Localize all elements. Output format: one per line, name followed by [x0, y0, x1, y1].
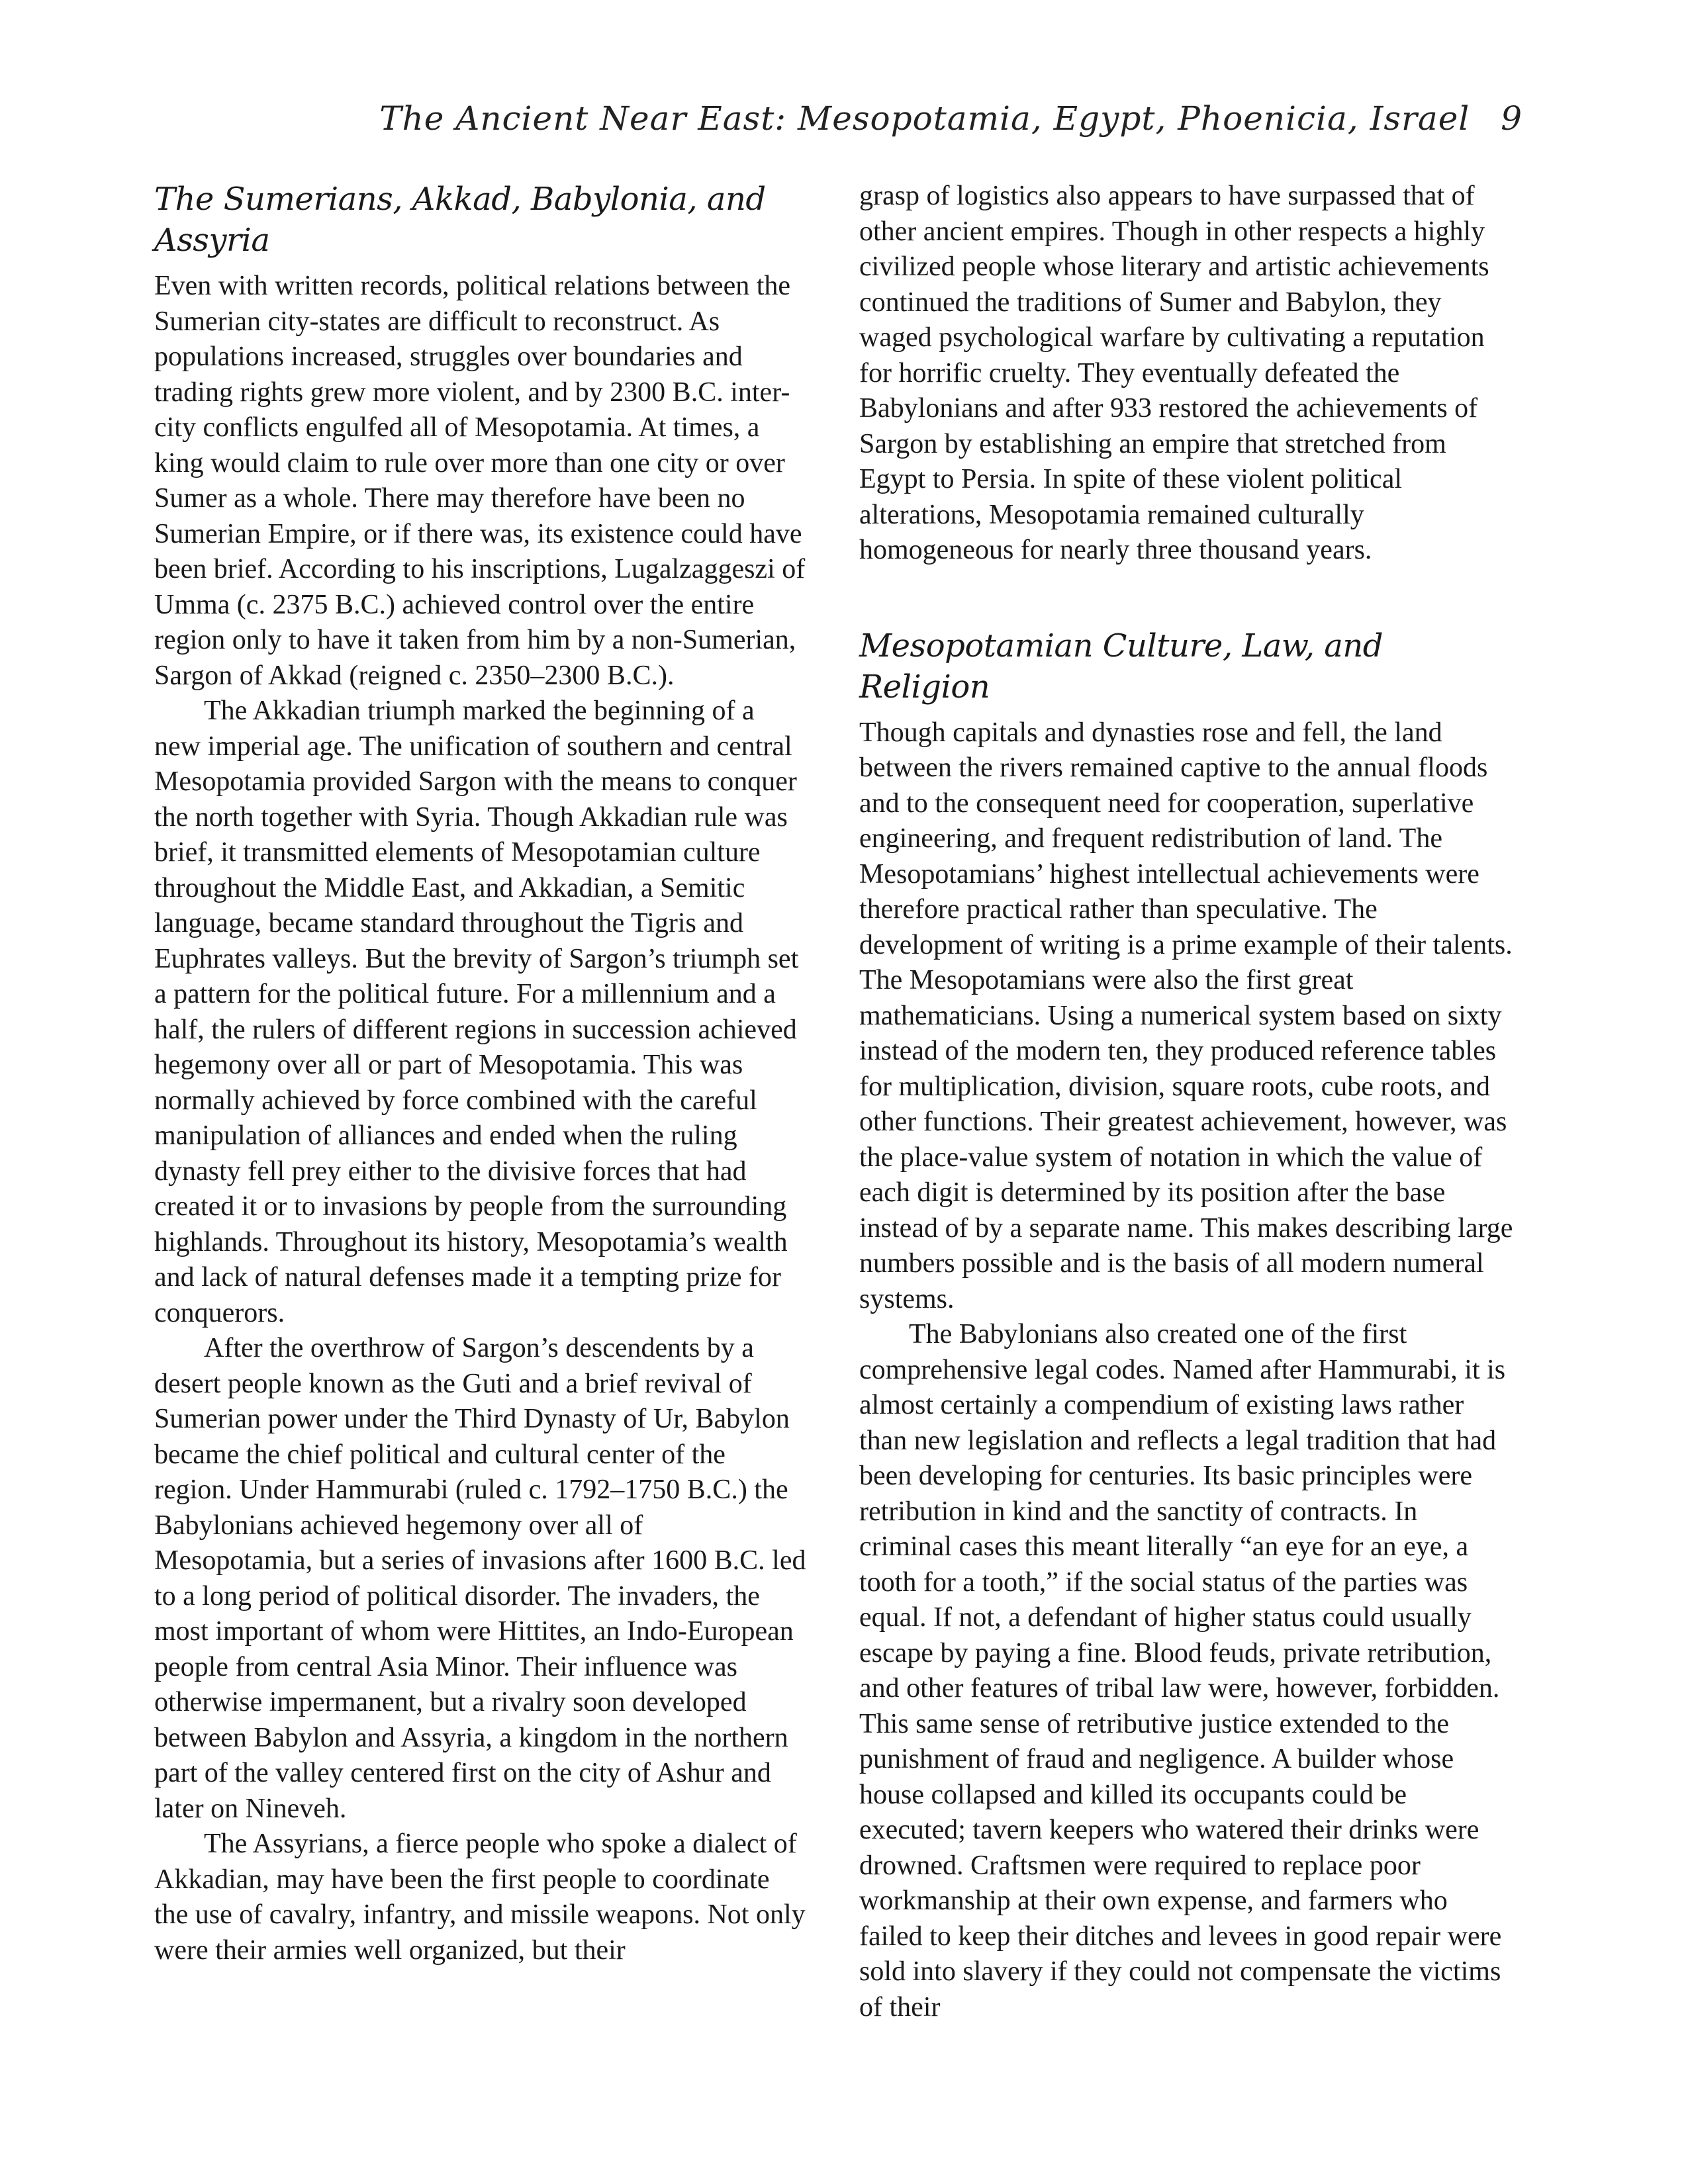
- page-number: 9: [1501, 99, 1523, 138]
- right-column: [859, 179, 1515, 2025]
- paragraph: After the overthrow of Sargon’s descendents by a desert people known as the Guti and a brief revival of Sumerian power under the Third Dynasty of Ur, Babylon became the chief political and cultural center of the region. Under Hammurabi (ruled c. 1792–1750 B.C.) the Babylonians achieved hegemony over all of Mesopotamia, but a series of invasions after 1600 B.C. led to a long period of political disorder. The invaders, the most important of whom were Hittites, an Indo-European people from central Asia Minor. Their influence was otherwise impermanent, but a rivalry soon developed between Babylon and Assyria, a kingdom in the northern part of the valley centered first on the city of Ashur and later on Nineveh.: [154, 1333, 806, 1824]
- section-heading-culture-law-religion: Mesopotamian Culture, Law, and Religion: [859, 627, 1383, 705]
- running-head-title: The Ancient Near East: Mesopotamia, Egypt, Phoenicia, Israel: [379, 99, 1470, 138]
- paragraph: The Assyrians, a fierce people who spoke a dialect of Akkadian, may have been the first people to coordinate the use of cavalry, infantry, and missile weapons. Not only were their armies well organized, but their: [154, 1829, 806, 1966]
- paragraph: Though capitals and dynasties rose and fell, the land between the rivers remained captive to the annual floods and to the consequent need for cooperation, superlative engineering, and frequent redistribution of land. The Mesopotamians’ highest intellectual achievements were therefore practical rather than speculative. The development of writing is a prime example of their talents. The Mesopotamians were also the first great mathematicians. Using a numerical system based on sixty instead of the modern ten, they produced reference tables for multiplication, division, square roots, cube roots, and other functions. Their greatest achievement, however, was the place-value system of notation in which the value of each digit is determined by its position after the base instead of by a separate name. This makes describing large numbers possible and is the basis of all modern numeral systems.: [859, 717, 1513, 1314]
- paragraph: Even with written records, political relations between the Sumerian city-states are difficult to reconstruct. As populations increased, struggles over boundaries and trading rights grew more violent, and by 2300 B.C. inter-city conflicts engulfed all of Mesopotamia. At times, a king would claim to rule over more than one city or over Sumer as a whole. There may therefore have been no Sumerian Empire, or if there was, its existence could have been brief. According to his inscriptions, Lugalzaggeszi of Umma (c. 2375 B.C.) achieved control over the entire region only to have it taken from him by a non-Sumerian, Sargon of Akkad (reigned c. 2350–2300 B.C.).: [154, 271, 806, 691]
- running-head: [379, 99, 1523, 138]
- paragraph: The Babylonians also created one of the first comprehensive legal codes. Named after Hammurabi, it is almost certainly a compendium of existing laws rather than new legislation and reflects a legal tradition that had been developing for centuries. Its basic principles were retribution in kind and the sanctity of contracts. In criminal cases this meant literally “an eye for an eye, a tooth for a tooth,” if the social status of the parties was equal. If not, a defendant of higher status could usually escape by paying a fine. Blood feuds, private retribution, and other features of tribal law were, however, forbidden. This same sense of retributive justice extended to the punishment of fraud and negligence. A builder whose house collapsed and killed its occupants could be executed; tavern keepers who watered their drinks were drowned. Craftsmen were required to replace poor workmanship at their own expense, and farmers who failed to keep their ditches and levees in good repair were sold into slavery if they could not compensate the victims of their: [859, 1319, 1506, 2023]
- paragraph: The Akkadian triumph marked the beginning of a new imperial age. The unification of southern and central Mesopotamia provided Sargon with the means to conquer the north together with Syria. Though Akkadian rule was brief, it transmitted elements of Mesopotamian culture throughout the Middle East, and Akkadian, a Semitic language, became standard throughout the Tigris and Euphrates valleys. But the brevity of Sargon’s triumph set a pattern for the political future. For a millennium and a half, the rulers of different regions in succession achieved hegemony over all or part of Mesopotamia. This was normally achieved by force combined with the careful manipulation of alliances and ended when the ruling dynasty fell prey either to the divisive forces that had created it or to invasions by people from the surrounding highlands. Throughout its history, Mesopotamia’s wealth and lack of natural defenses made it a tempting prize for conquerors.: [154, 696, 799, 1328]
- left-column: [154, 179, 806, 1968]
- section-heading-sumerians: The Sumerians, Akkad, Babylonia, and Assyria: [154, 181, 766, 259]
- paragraph-continuation: grasp of logistics also appears to have surpassed that of other ancient empires. Though in other respects a highly civilized people whose literary and artistic achievements continued the traditions of Sumer and Babylon, they waged psychological warfare by cultivating a reputation for horrific cruelty. They eventually defeated the Babylonians and after 933 restored the achievements of Sargon by establishing an empire that stretched from Egypt to Persia. In spite of these violent political alterations, Mesopotamia remained culturally homogeneous for nearly three thousand years.: [859, 181, 1489, 565]
